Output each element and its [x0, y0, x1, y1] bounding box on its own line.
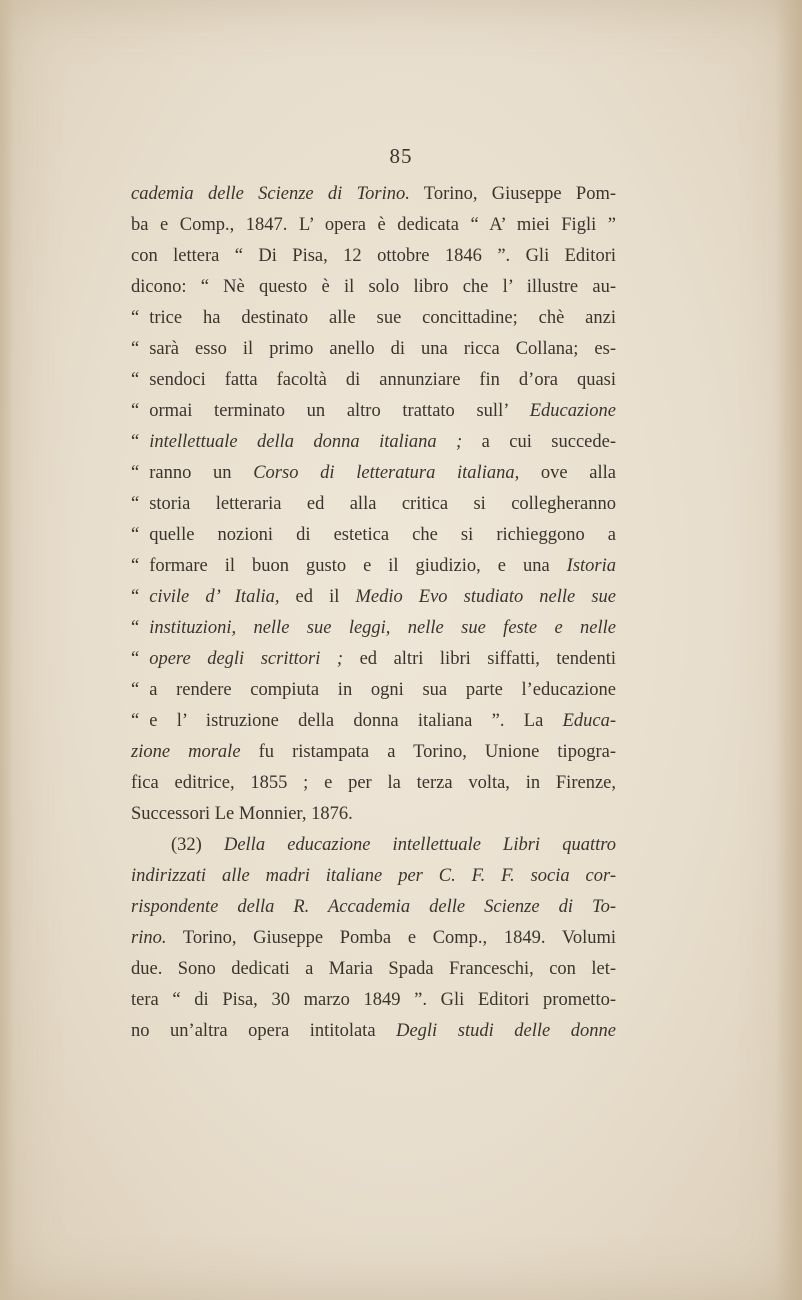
text-span: dicono: “ Nè questo è il solo libro che l’ illustre au- [131, 277, 616, 297]
quote-mark: “ [131, 556, 140, 576]
text-line [131, 706, 616, 737]
quote-mark: “ [131, 618, 140, 638]
text-line [131, 830, 616, 861]
italic-text: rino. [131, 928, 167, 948]
text-line [131, 272, 616, 303]
text-line [131, 582, 616, 613]
text-span: trice ha destinato alle sue concittadine; chè anzi [149, 308, 616, 328]
text-span: a cui succede- [462, 432, 616, 452]
text-span: tera “ di Pisa, 30 marzo 1849 ”. Gli Editori prometto- [131, 990, 616, 1010]
text-span: formare il buon gusto e il giudizio, e una [149, 556, 567, 576]
quote-mark: “ [131, 525, 140, 545]
text-span: no un’altra opera intitolata [131, 1021, 397, 1041]
text-span: sarà esso il primo anello di una ricca Collana; es- [149, 339, 616, 359]
text-line [131, 179, 616, 210]
text-line [131, 799, 616, 830]
italic-text: Medio Evo studiato nelle sue [355, 587, 616, 607]
text-span: con lettera “ Di Pisa, 12 ottobre 1846 ”. Gli Editori [131, 246, 616, 266]
text-span: ove alla [519, 463, 616, 483]
text-span: Successori Le Monnier, 1876. [131, 804, 353, 824]
text-line [131, 241, 616, 272]
text-line [131, 365, 616, 396]
text-line [131, 768, 616, 799]
quote-mark: “ [131, 649, 140, 669]
text-line [131, 334, 616, 365]
italic-text: intellettuale della donna italiana ; [149, 432, 463, 452]
text-span: ed il [279, 587, 356, 607]
text-line [131, 427, 616, 458]
quote-mark: “ [131, 711, 140, 731]
italic-text: indirizzati alle madri italiane per C. F. F. socia cor- [131, 866, 616, 886]
text-line [131, 892, 616, 923]
text-line [131, 1016, 616, 1047]
italic-text: Corso di letteratura italiana, [253, 463, 520, 483]
quote-mark: “ [131, 463, 140, 483]
italic-text: Degli studi delle donne [396, 1021, 616, 1041]
text-span: Torino, Giuseppe Pom- [409, 184, 616, 204]
text-span: a rendere compiuta in ogni sua parte l’educazione [149, 680, 616, 700]
text-line [131, 613, 616, 644]
text-span: (32) [171, 835, 224, 855]
text-span: e l’ istruzione della donna italiana ”. La [149, 711, 563, 731]
quote-mark: “ [131, 494, 140, 514]
page-number: 85 [389, 144, 413, 168]
italic-text: opere degli scrittori ; [149, 649, 344, 669]
text-line [131, 923, 616, 954]
text-line [131, 985, 616, 1016]
text-line [131, 458, 616, 489]
italic-text: instituzioni, nelle sue leggi, nelle sue feste e nelle [149, 618, 616, 638]
quote-mark: “ [131, 587, 140, 607]
text-span: fica editrice, 1855 ; e per la terza volta, in Firenze, [131, 773, 616, 793]
text-span: ormai terminato un altro trattato sull’ [149, 401, 530, 421]
italic-text: zione morale [131, 742, 241, 762]
italic-text: Educa- [562, 711, 616, 731]
text-span: storia letteraria ed alla critica si collegheranno [149, 494, 616, 514]
italic-text: civile d’ Italia, [149, 587, 280, 607]
page-edge-left [0, 0, 14, 1300]
text-span: quelle nozioni di estetica che si richieggono a [149, 525, 616, 545]
text-line [131, 644, 616, 675]
italic-text: Della educazione intellettuale Libri quattro [223, 835, 617, 855]
text-line [131, 551, 616, 582]
text-line [131, 520, 616, 551]
quote-mark: “ [131, 339, 140, 359]
text-span: fu ristampata a Torino, Unione tipogra- [240, 742, 616, 762]
text-span: ranno un [149, 463, 254, 483]
italic-text: cademia delle Scienze di Torino. [131, 184, 410, 204]
page-edge-right [776, 0, 802, 1300]
italic-text: Educazione [529, 401, 616, 421]
body-text [131, 179, 616, 1047]
text-line [131, 303, 616, 334]
text-span: due. Sono dedicati a Maria Spada Franceschi, con let- [131, 959, 616, 979]
text-line [131, 396, 616, 427]
text-line [131, 489, 616, 520]
text-line [131, 210, 616, 241]
text-span: Torino, Giuseppe Pomba e Comp., 1849. Volumi [166, 928, 616, 948]
italic-text: rispondente della R. Accademia delle Scienze di To- [131, 897, 616, 917]
quote-mark: “ [131, 401, 140, 421]
text-span: ba e Comp., 1847. L’ opera è dedicata “ A’ miei Figli ” [131, 215, 616, 235]
text-line [131, 675, 616, 706]
text-span: ed altri libri siffatti, tendenti [343, 649, 616, 669]
quote-mark: “ [131, 432, 140, 452]
quote-mark: “ [131, 308, 140, 328]
text-line [131, 737, 616, 768]
text-line [131, 954, 616, 985]
italic-text: Istoria [566, 556, 616, 576]
quote-mark: “ [131, 680, 140, 700]
quote-mark: “ [131, 370, 140, 390]
text-line [131, 861, 616, 892]
text-span: sendoci fatta facoltà di annunziare fin d’ora quasi [149, 370, 616, 390]
